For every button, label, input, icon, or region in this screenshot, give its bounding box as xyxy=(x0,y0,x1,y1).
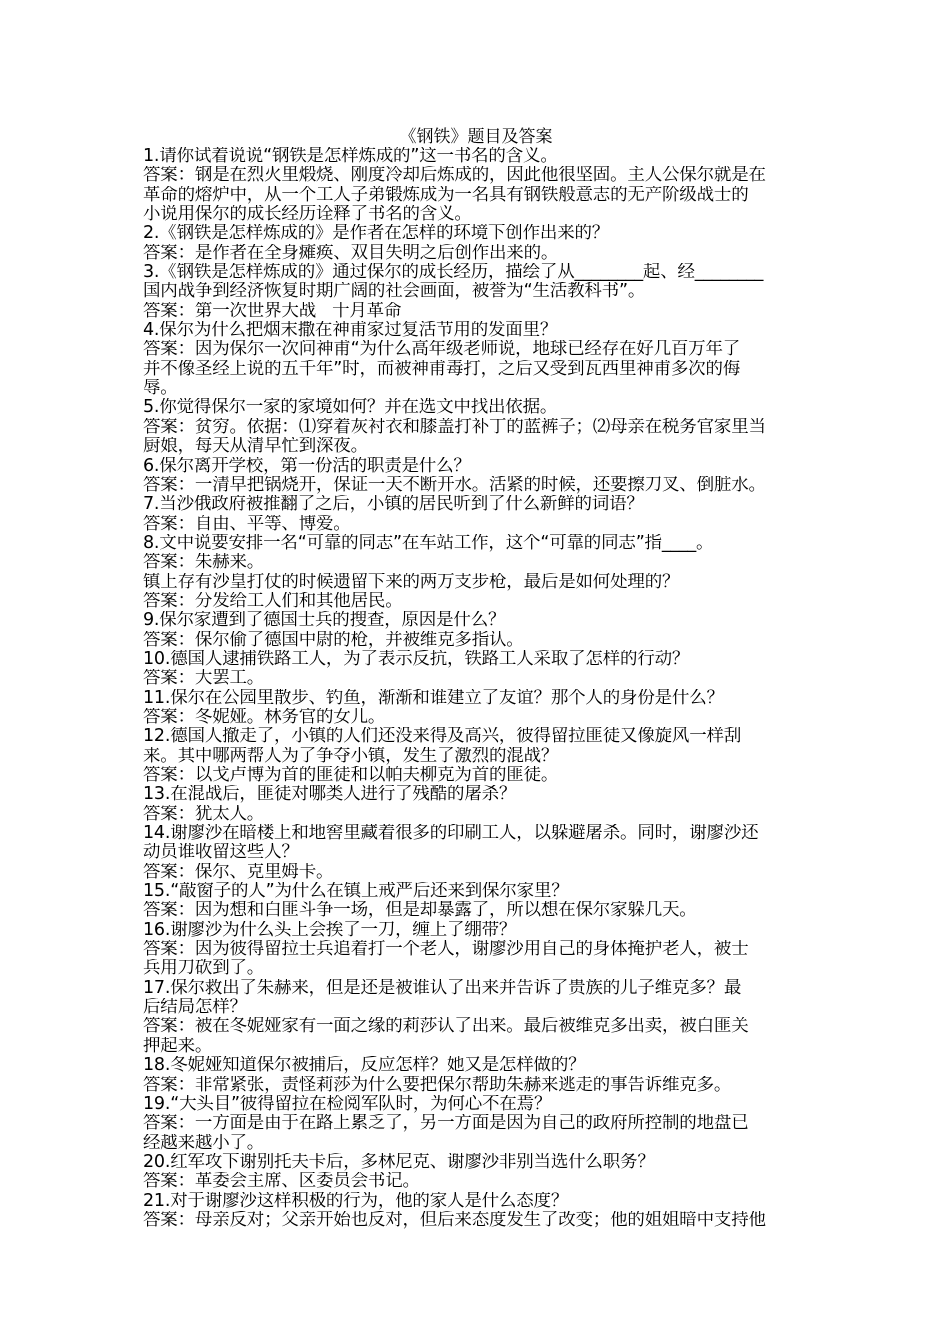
text-line: 答案：因为想和白匪斗争一场，但是却暴露了，所以想在保尔家躲几天。 xyxy=(143,901,697,921)
document-page xyxy=(143,128,809,1230)
text-line: 21.对于谢廖沙这样积极的行为，他的家人是什么态度？ xyxy=(143,1191,569,1211)
text-line: 答案：分发给工人们和其他居民。 xyxy=(143,591,403,611)
text-line: 答案：自由、平等、博爱。 xyxy=(143,514,351,534)
text-line: 9.保尔家遭到了德国士兵的搜查，原因是什么？ xyxy=(143,611,506,631)
text-line: 5.你觉得保尔一家的家境如何？并在选文中找出依据。 xyxy=(143,398,558,418)
text-line: 2.《钢铁是怎样炼成的》是作者在怎样的环境下创作出来的？ xyxy=(143,224,610,244)
text-line: 镇上存有沙皇打仗的时候遗留下来的两万支步枪，最后是如何处理的？ xyxy=(143,572,680,592)
text-line: 答案：一方面是由于在路上累乏了，另一方面是因为自己的政府所控制的地盘已 xyxy=(143,1114,749,1134)
text-line: 国内战争到经济恢复时期广阔的社会画面，被誉为“生活教科书”。 xyxy=(143,282,646,302)
text-line: 来。其中哪两帮人为了争夺小镇，发生了激烈的混战？ xyxy=(143,746,559,766)
text-line: 答案：朱赫来。 xyxy=(143,553,265,573)
text-line: 答案：保尔、克里姆卡。 xyxy=(143,862,334,882)
document-title: 《钢铁》题目及答案 xyxy=(399,127,553,147)
text-line: 答案：因为彼得留拉士兵追着打一个老人，谢廖沙用自己的身体掩护老人，被士 xyxy=(143,940,749,960)
text-line: 11.保尔在公园里散步、钓鱼，渐渐和谁建立了友谊？那个人的身份是什么？ xyxy=(143,688,724,708)
text-line: 16.谢廖沙为什么头上会挨了一刀，缠上了绷带？ xyxy=(143,920,517,940)
text-line: 答案：冬妮娅。林务官的女儿。 xyxy=(143,707,386,727)
text-line: 6.保尔离开学校，第一份活的职责是什么？ xyxy=(143,456,471,476)
text-line: 答案：母亲反对；父亲开始也反对，但后来态度发生了改变；他的姐姐暗中支持他 xyxy=(143,1210,766,1230)
document-body xyxy=(143,147,809,1230)
text-line: 1.请你试着说说“钢铁是怎样炼成的”这一书名的含义。 xyxy=(143,147,558,166)
text-line: 12.德国人撤走了，小镇的人们还没来得及高兴，彼得留拉匪徒又像旋风一样刮 xyxy=(143,727,742,747)
text-line: 答案：犹太人。 xyxy=(143,804,265,824)
text-line: 答案：是作者在全身瘫痪、双目失明之后创作出来的。 xyxy=(143,243,559,263)
text-line: 7.当沙俄政府被推翻了之后，小镇的居民听到了什么新鲜的词语？ xyxy=(143,495,644,515)
text-line: 17.保尔救出了朱赫来，但是还是被谁认了出来并告诉了贵族的儿子维克多？最 xyxy=(143,978,742,998)
text-line: 答案：大罢工。 xyxy=(143,669,265,689)
text-line: 辱。 xyxy=(143,379,178,399)
text-line: 答案：被在冬妮娅家有一面之缘的莉莎认了出来。最后被维克多出卖，被白匪关 xyxy=(143,1017,749,1037)
text-line: 20.红军攻下谢别托夫卡后，多林尼克、谢廖沙非别当选什么职务？ xyxy=(143,1152,655,1172)
text-line: 答案：非常紧张，责怪莉莎为什么要把保尔帮助朱赫来逃走的事告诉维克多。 xyxy=(143,1075,732,1095)
text-line: 押起来。 xyxy=(143,1036,213,1056)
text-line: 答案：第一次世界大战 十月革命 xyxy=(143,301,402,321)
text-line: 13.在混战后，匪徒对哪类人进行了残酷的屠杀？ xyxy=(143,785,517,805)
text-line: 答案：贫穷。依据：⑴穿着灰衬衣和膝盖打补丁的蓝裤子；⑵母亲在税务官家里当 xyxy=(143,417,766,437)
text-line: 答案：保尔偷了德国中尉的枪，并被维克多指认。 xyxy=(143,630,524,650)
text-line: 4.保尔为什么把烟末撒在神甫家过复活节用的发面里？ xyxy=(143,321,558,341)
text-line: 14.谢廖沙在暗楼上和地窖里藏着很多的印刷工人，以躲避屠杀。同时，谢廖沙还 xyxy=(143,824,759,844)
text-line: 答案：一清早把锅烧开，保证一天不断开水。活紧的时候，还要擦刀叉、倒脏水。 xyxy=(143,475,766,495)
text-line: 10.德国人逮捕铁路工人，为了表示反抗，铁路工人采取了怎样的行动？ xyxy=(143,649,690,669)
text-line: 19.“大头目”彼得留拉在检阅军队时，为何心不在焉？ xyxy=(143,1094,552,1114)
text-line: 经越来越小了。 xyxy=(143,1133,265,1153)
text-line: 小说用保尔的成长经历诠释了书名的含义。 xyxy=(143,205,472,225)
text-line: 8.文中说要安排一名“可靠的同志”在车站工作，这个“可靠的同志”指____。 xyxy=(143,533,714,553)
text-line: 后结局怎样？ xyxy=(143,998,247,1018)
text-line: 革命的熔炉中，从一个工人子弟锻炼成为一名具有钢铁般意志的无产阶级战士的 xyxy=(143,185,749,205)
text-line: 答案：以戈卢博为首的匪徒和以帕夫柳克为首的匪徒。 xyxy=(143,766,559,785)
text-line: 15.“敲窗子的人”为什么在镇上戒严后还来到保尔家里？ xyxy=(143,882,569,902)
text-line: 答案：革委会主席、区委员会书记。 xyxy=(143,1172,420,1192)
text-line: 兵用刀砍到了。 xyxy=(143,959,265,979)
text-line: 动员谁收留这些人？ xyxy=(143,843,299,863)
text-line: 18.冬妮娅知道保尔被捕后，反应怎样？她又是怎样做的？ xyxy=(143,1056,586,1076)
text-line: 厨娘，每天从清早忙到深夜。 xyxy=(143,437,368,457)
text-line: 答案：因为保尔一次问神甫“为什么高年级老师说，地球已经存在好几百万年了 xyxy=(143,340,741,360)
text-line: 并不像圣经上说的五千年”时，而被神甫毒打，之后又受到瓦西里神甫多次的侮 xyxy=(143,359,741,379)
text-line: 3.《钢铁是怎样炼成的》通过保尔的成长经历，描绘了从________起、经________ xyxy=(143,263,764,283)
text-line: 答案：钢是在烈火里煅烧、刚度冷却后炼成的，因此他很坚固。主人公保尔就是在 xyxy=(143,166,766,186)
